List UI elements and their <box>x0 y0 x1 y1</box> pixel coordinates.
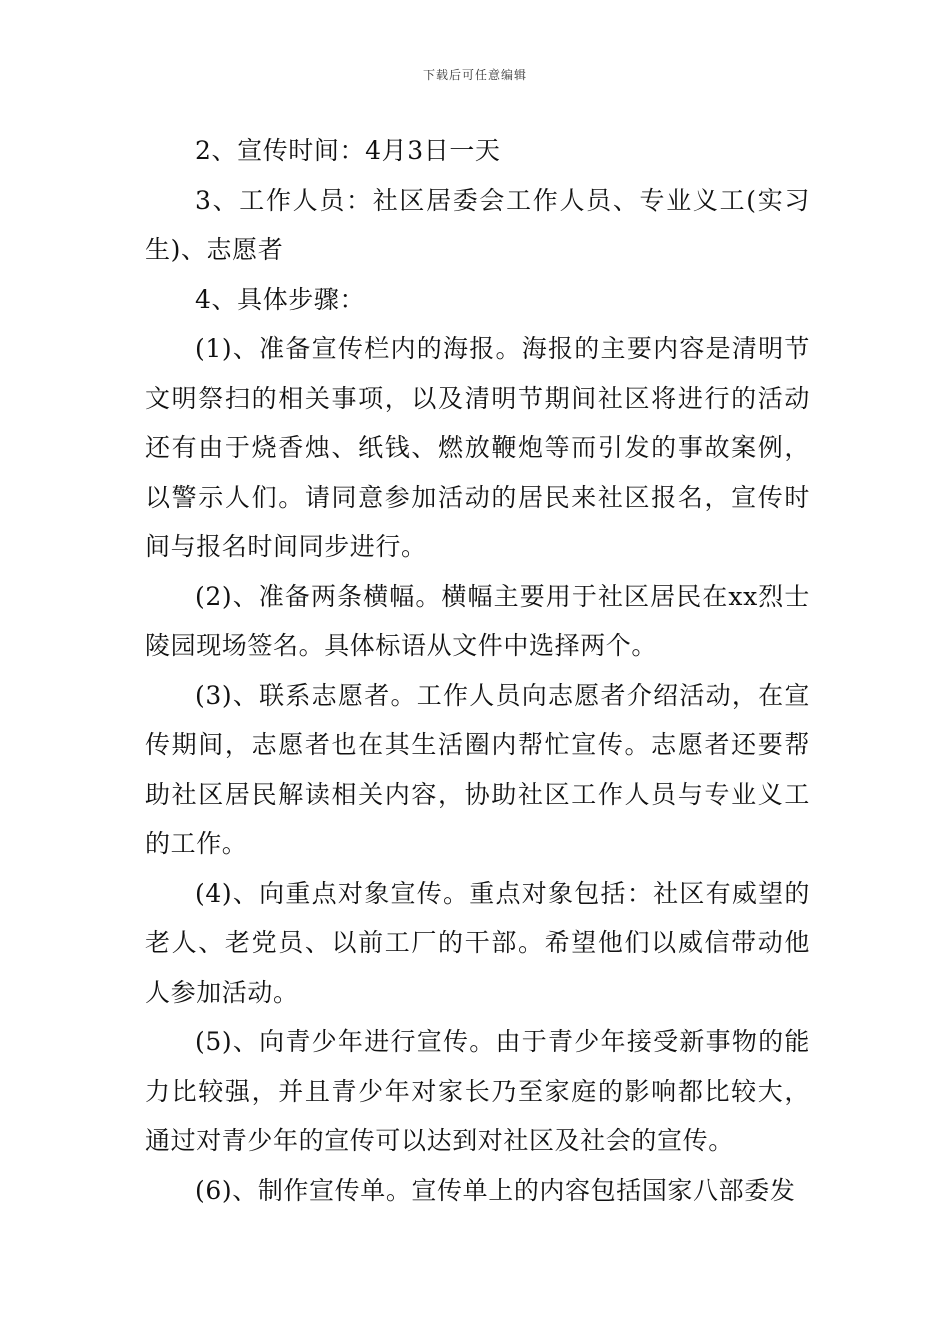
paragraph-publicity-time: 2、宣传时间：4月3日一天 <box>195 136 501 165</box>
paragraph-step-4-key-targets: (4)、向重点对象宣传。重点对象包括：社区有威望的老人、老党员、以前工厂的干部。希望他们以威信带动他人参加活动。 <box>145 878 810 1007</box>
paragraph-staff: 3、工作人员：社区居委会工作人员、专业义工(实习生)、志愿者 <box>145 185 810 264</box>
paragraph-step-1-poster: (1)、准备宣传栏内的海报。海报的主要内容是清明节文明祭扫的相关事项，以及清明节期间社区将进行的活动还有由于烧香烛、纸钱、燃放鞭炮等而引发的事故案例，以警示人们。请同意参加活动的居民来社区报名，宣传时间与报名时间同步进行。 <box>145 334 810 561</box>
document-body <box>145 126 810 1215</box>
header-note: 下载后可任意编辑 <box>422 68 527 82</box>
paragraph-step-3-volunteers: (3)、联系志愿者。工作人员向志愿者介绍活动，在宣传期间，志愿者也在其生活圈内帮忙宣传。志愿者还要帮助社区居民解读相关内容，协助社区工作人员与专业义工的工作。 <box>145 680 810 858</box>
paragraph-step-5-youth: (5)、向青少年进行宣传。由于青少年接受新事物的能力比较强，并且青少年对家长乃至家庭的影响都比较大，通过对青少年的宣传可以达到对社区及社会的宣传。 <box>145 1027 810 1155</box>
paragraph-step-6-leaflets: (6)、制作宣传单。宣传单上的内容包括国家八部委发 <box>195 1175 796 1205</box>
paragraph-steps-heading: 4、具体步骤： <box>195 284 366 314</box>
paragraph-step-2-banners: (2)、准备两条横幅。横幅主要用于社区居民在xx烈士陵园现场签名。具体标语从文件中选择两个。 <box>145 581 810 660</box>
